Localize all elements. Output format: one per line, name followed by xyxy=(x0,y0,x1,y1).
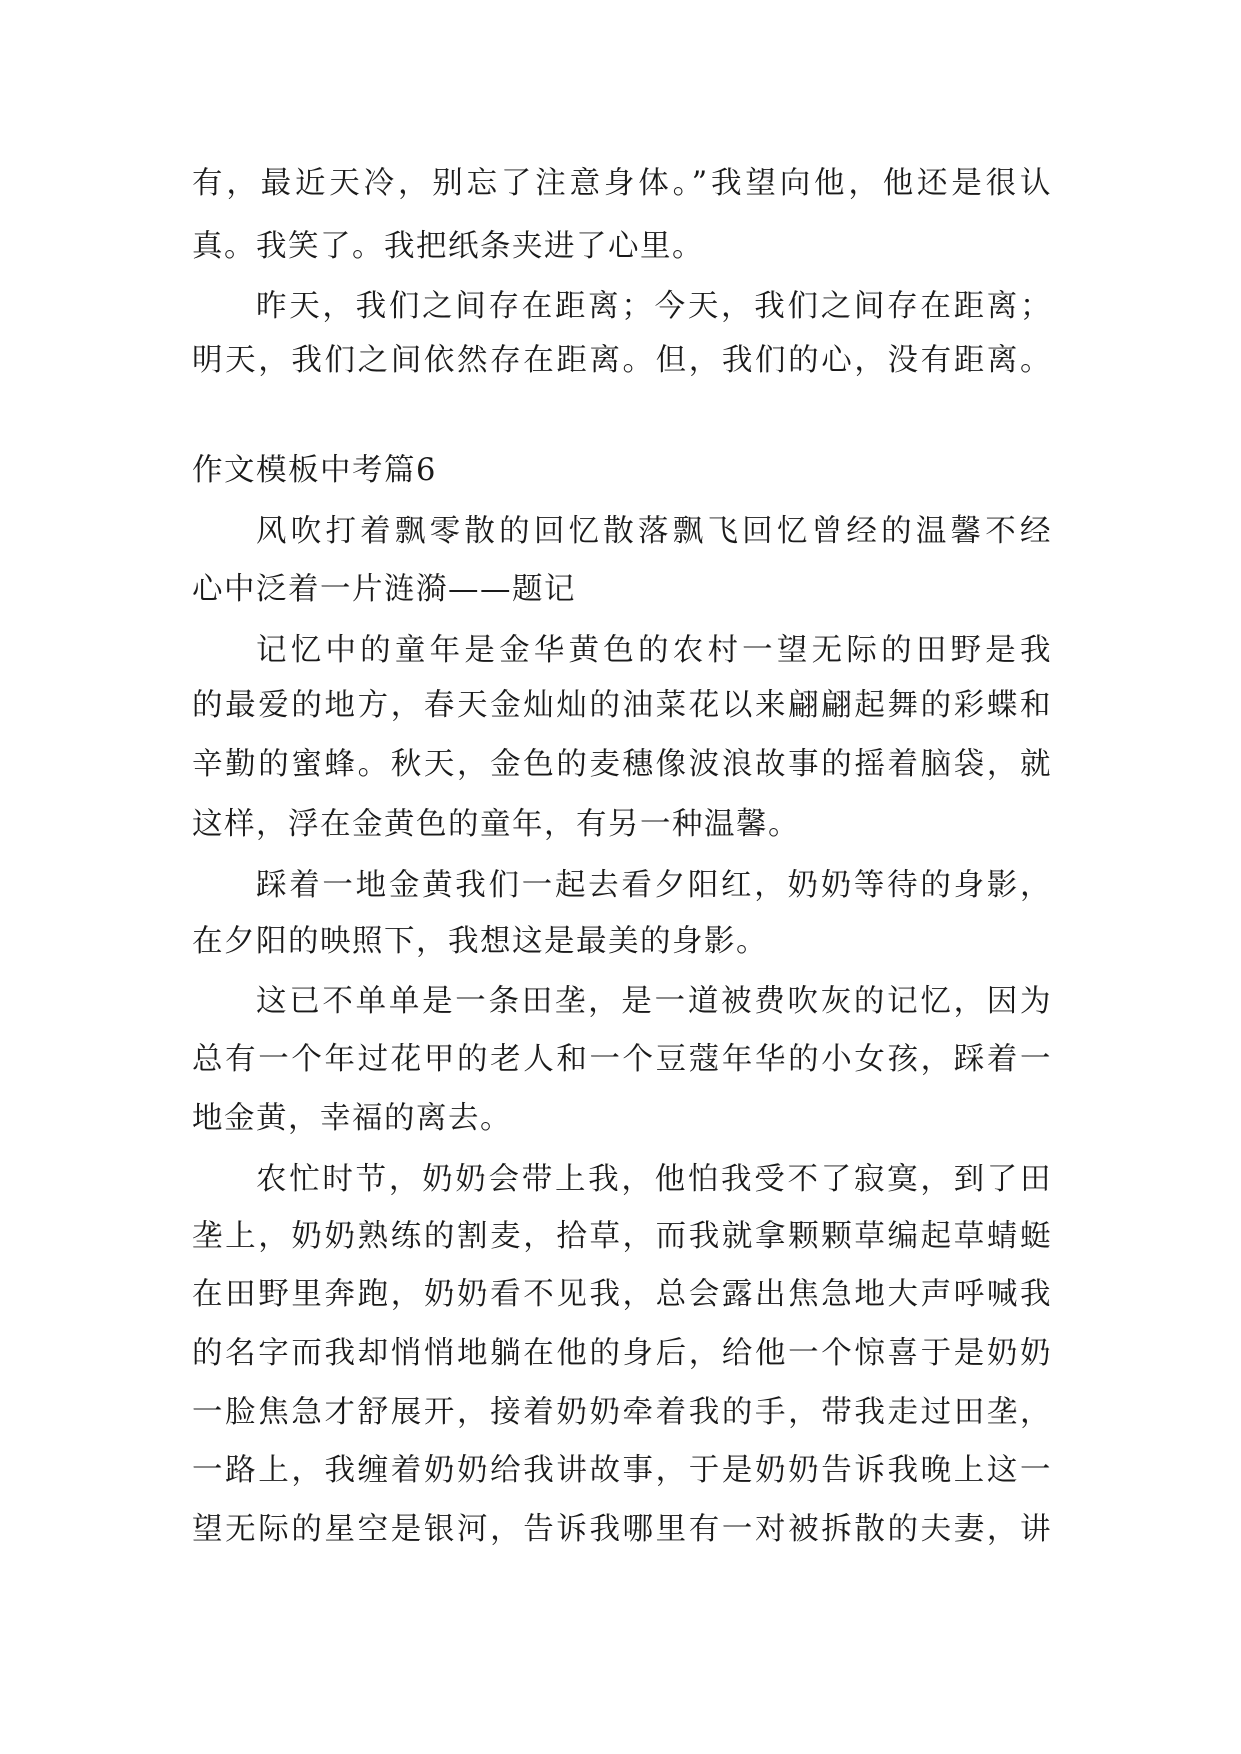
text-line: 这已不单单是一条田垄，是一道被费吹灰的记忆，因为 xyxy=(256,984,1052,1019)
text-line: 在田野里奔跑，奶奶看不见我，总会露出焦急地大声呼喊我 xyxy=(192,1277,1052,1312)
text-line: 明天，我们之间依然存在距离。但，我们的心，没有距离。 xyxy=(192,343,1052,378)
text-line: 的名字而我却悄悄地躺在他的身后，给他一个惊喜于是奶奶 xyxy=(192,1336,1052,1371)
text-line: 一路上，我缠着奶奶给我讲故事，于是奶奶告诉我晚上这一 xyxy=(192,1453,1052,1488)
text-line: 心中泛着一片涟漪——题记 xyxy=(192,572,576,607)
text-line: 这样，浮在金黄色的童年，有另一种温馨。 xyxy=(192,807,800,842)
text-line: 望无际的星空是银河，告诉我哪里有一对被拆散的夫妻，讲 xyxy=(192,1512,1052,1547)
text-line: 一脸焦急才舒展开，接着奶奶牵着我的手，带我走过田垄， xyxy=(192,1395,1052,1430)
text-line: 有，最近天冷，别忘了注意身体。”我望向他，他还是很认 xyxy=(192,166,1052,201)
text-line: 的最爱的地方，春天金灿灿的油菜花以来翩翩起舞的彩蝶和 xyxy=(192,688,1052,723)
text-line: 真。我笑了。我把纸条夹进了心里。 xyxy=(192,229,704,264)
text-line: 在夕阳的映照下，我想这是最美的身影。 xyxy=(192,924,768,959)
text-line: 辛勤的蜜蜂。秋天，金色的麦穗像波浪故事的摇着脑袋，就 xyxy=(192,747,1052,782)
text-line: 踩着一地金黄我们一起去看夕阳红，奶奶等待的身影， xyxy=(256,868,1052,903)
text-line: 总有一个年过花甲的老人和一个豆蔻年华的小女孩，踩着一 xyxy=(192,1042,1052,1077)
text-line: 农忙时节，奶奶会带上我，他怕我受不了寂寞，到了田 xyxy=(256,1162,1052,1197)
text-line: 昨天，我们之间存在距离；今天，我们之间存在距离； xyxy=(256,289,1052,324)
text-line: 地金黄，幸福的离去。 xyxy=(192,1101,512,1136)
text-line: 风吹打着飘零散的回忆散落飘飞回忆曾经的温馨不经 xyxy=(256,514,1052,549)
section-heading: 作文模板中考篇6 xyxy=(192,453,437,488)
text-line: 记忆中的童年是金华黄色的农村一望无际的田野是我 xyxy=(256,633,1052,668)
text-line: 垄上，奶奶熟练的割麦，拾草，而我就拿颗颗草编起草蜻蜓 xyxy=(192,1219,1052,1254)
